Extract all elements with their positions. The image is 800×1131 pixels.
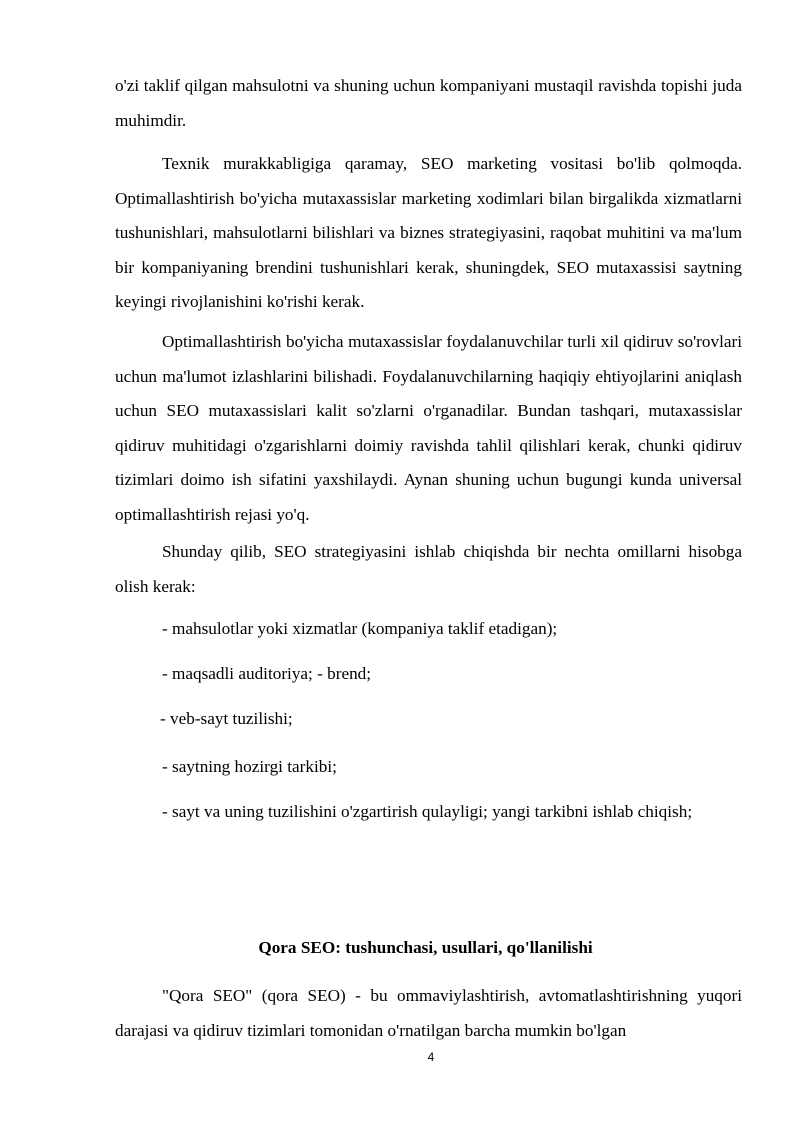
list-item: - sayt va uning tuzilishini o'zgartirish qulayligi; yangi tarkibni ishlab chiqish;: [162, 802, 693, 821]
section-heading: Qora SEO: tushunchasi, usullari, qo'llanilishi: [258, 938, 593, 957]
list-item: - veb-sayt tuzilishi;: [160, 709, 293, 728]
final-paragraph: "Qora SEO" (qora SEO) - bu ommaviylashtirish, avtomatlashtirishning yuqori darajasi va qidiruv tizimlari tomonidan o'rnatilgan barcha mumkin bo'lgan: [115, 986, 742, 1040]
paragraph-2: Texnik murakkabligiga qaramay, SEO marketing vositasi bo'lib qolmoqda. Optimallashtirish bo'yicha mutaxassislar marketing xodimlari bilan birgalikda xizmatlarni tushunishlari, mahsulotlarni bilishlari va biznes strategiyasini, raqobat muhitini va ma'lum bir kompaniyaning brendini tushunishlari kerak, shuningdek, SEO mutaxassisi saytning keyingi rivojlanishini ko'rishi kerak.: [115, 154, 742, 311]
paragraph-4: Shunday qilib, SEO strategiyasini ishlab chiqishda bir nechta omillarni hisobga olish kerak:: [115, 542, 742, 596]
page-number: 4: [427, 1050, 435, 1064]
list-item: - maqsadli auditoriya; - brend;: [162, 664, 372, 683]
paragraph-1: o'zi taklif qilgan mahsulotni va shuning uchun kompaniyani mustaqil ravishda topishi juda muhimdir.: [115, 76, 742, 130]
list-item: - mahsulotlar yoki xizmatlar (kompaniya taklif etadigan);: [162, 619, 558, 638]
paragraph-3: Optimallashtirish bo'yicha mutaxassislar foydalanuvchilar turli xil qidiruv so'rovlari uchun ma'lumot izlashlarini bilishadi. Foydalanuvchilarning haqiqiy ehtiyojlarini aniqlash uchun SEO mutaxassislari kalit so'zlarni o'rganadilar. Bundan tashqari, mutaxassislar qidiruv muhitidagi o'zgarishlarni doimiy ravishda tahlil qilishlari kerak, chunki qidiruv tizimlari doimo ish sifatini yaxshilaydi. Aynan shuning uchun bugungi kunda universal optimallashtirish rejasi yo'q.: [115, 332, 742, 524]
list-item: - saytning hozirgi tarkibi;: [162, 757, 337, 776]
